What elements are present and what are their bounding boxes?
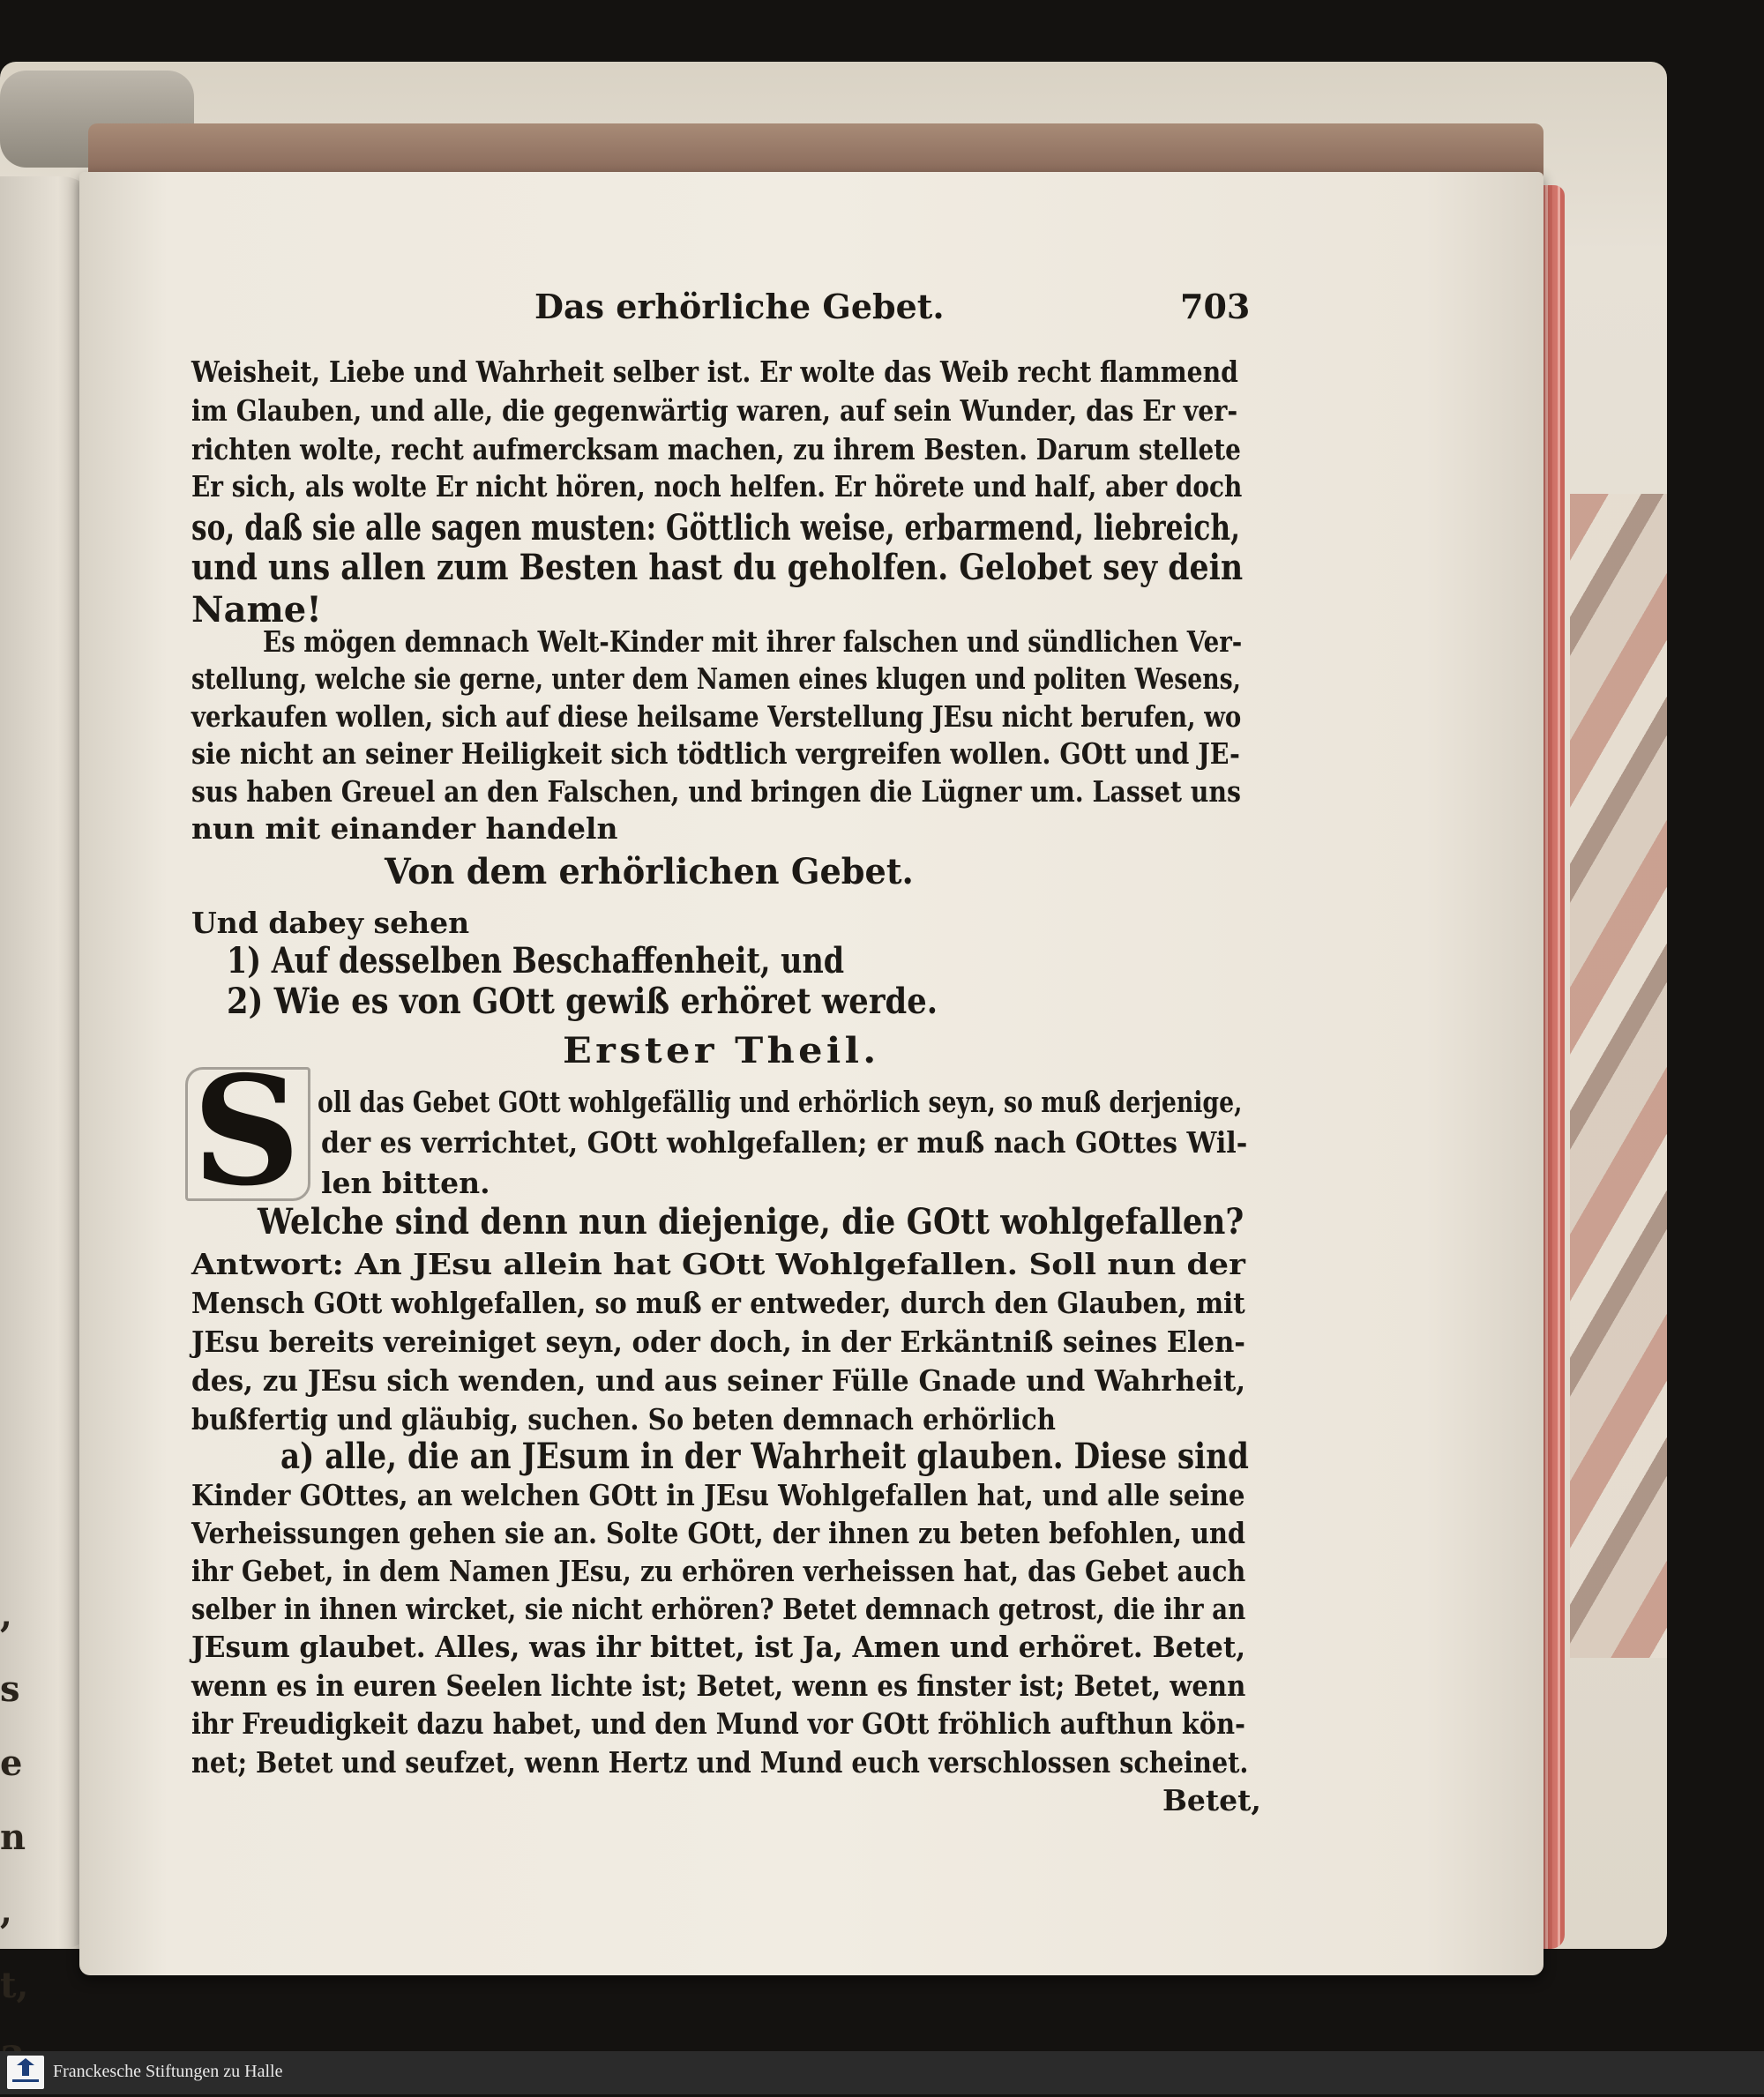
text-line: verkaufen wollen, sich auf diese heilsame Verstellung JEsu nicht berufen, wo bbox=[191, 699, 1242, 734]
point-1: 1) Auf desselben Beschaffenheit, und bbox=[227, 940, 845, 981]
text-line: ihr Gebet, in dem Namen JEsu, zu erhören verheissen hat, das Gebet auch bbox=[191, 1554, 1246, 1588]
point-2: 2) Wie es von GOtt gewiß erhöret werde. bbox=[227, 981, 938, 1022]
text-line: so, daß sie alle sagen musten: Göttlich weise, erbarmend, liebreich, bbox=[191, 507, 1241, 549]
text-line: sie nicht an seiner Heiligkeit sich tödtlich vergreifen wollen. GOtt und JE- bbox=[191, 736, 1240, 771]
part-title: Erster Theil. bbox=[563, 1030, 880, 1071]
text-line: Kinder GOttes, an welchen GOtt in JEsu Wohlgefallen hat, und alle seine bbox=[191, 1478, 1245, 1512]
text-line: Es mögen demnach Welt-Kinder mit ihrer falschen und sündlichen Ver- bbox=[263, 624, 1243, 659]
left-fragment: s bbox=[0, 1668, 20, 1710]
left-fragment: n bbox=[0, 1817, 26, 1858]
left-fragment: t, bbox=[0, 1965, 29, 2006]
text-line: Weisheit, Liebe und Wahrheit selber ist. Er wolte das Weib recht flammend bbox=[191, 354, 1238, 389]
page-number: 703 bbox=[1180, 287, 1251, 326]
section-title: Von dem erhörlichen Gebet. bbox=[385, 851, 914, 892]
text-line: Antwort: An JEsu allein hat GOtt Wohlgefallen. Soll nun der bbox=[191, 1247, 1245, 1281]
text-line: stellung, welche sie gerne, unter dem Namen eines klugen und politen Wesens, bbox=[191, 661, 1241, 696]
text-line: a) alle, die an JEsum in der Wahrheit glauben. Diese sind bbox=[280, 1436, 1249, 1477]
franckesche-stiftungen-logo-icon bbox=[7, 2056, 44, 2089]
text-line: len bitten. bbox=[321, 1166, 490, 1200]
running-head: Das erhörliche Gebet. bbox=[534, 287, 945, 326]
text-line: sus haben Greuel an den Falschen, und bringen die Lügner um. Lasset uns bbox=[191, 774, 1241, 809]
left-fragment: , bbox=[0, 1594, 12, 1636]
text-line: im Glauben, und alle, die gegenwärtig waren, auf sein Wunder, das Er ver- bbox=[191, 393, 1238, 428]
footer-institution: Franckesche Stiftungen zu Halle bbox=[53, 2062, 283, 2081]
catchword: Betet, bbox=[1162, 1783, 1261, 1817]
text-line: JEsum glaubet. Alles, was ihr bittet, ist Ja, Amen und erhöret. Betet, bbox=[191, 1630, 1246, 1664]
drop-initial: S bbox=[192, 1043, 301, 1220]
text-line: wenn es in euren Seelen lichte ist; Betet, wenn es finster ist; Betet, wenn bbox=[191, 1668, 1246, 1703]
text-line: und uns allen zum Besten hast du geholfen. Gelobet sey dein bbox=[191, 547, 1244, 588]
text-line: ihr Freudigkeit dazu habet, und den Mund vor GOtt fröhlich aufthun kön- bbox=[191, 1706, 1246, 1741]
footer-bar bbox=[0, 2051, 1764, 2094]
text-line: richten wolte, recht aufmercksam machen, zu ihrem Besten. Darum stellete bbox=[191, 432, 1241, 466]
text-line: Mensch GOtt wohlgefallen, so muß er entweder, durch den Glauben, mit bbox=[191, 1286, 1245, 1320]
text-line: nun mit einander handeln bbox=[191, 811, 618, 846]
text-line: net; Betet und seufzet, wenn Hertz und Mund euch verschlossen scheinet. bbox=[191, 1745, 1249, 1780]
text-line: bußfertig und gläubig, suchen. So beten demnach erhörlich bbox=[191, 1402, 1056, 1437]
text-line: Verheissungen gehen sie an. Solte GOtt, der ihnen zu beten befohlen, und bbox=[191, 1516, 1245, 1550]
question-heading: Welche sind denn nun diejenige, die GOtt wohlgefallen? bbox=[258, 1201, 1245, 1243]
text-line: Name! bbox=[191, 589, 322, 631]
text-line: selber in ihnen wircket, sie nicht erhören? Betet demnach getrost, die ihr an bbox=[191, 1592, 1246, 1626]
left-fragment: , bbox=[0, 1891, 12, 1932]
text-line: der es verrichtet, GOtt wohlgefallen; er muß nach GOttes Wil- bbox=[321, 1125, 1248, 1160]
text-line: oll das Gebet GOtt wohlgefällig und erhörlich seyn, so muß derjenige, bbox=[318, 1085, 1243, 1119]
left-fragment: e bbox=[0, 1743, 23, 1784]
text-line: JEsu bereits vereiniget seyn, oder doch, in der Erkäntniß seines Elen- bbox=[191, 1325, 1245, 1359]
intro-line: Und dabey sehen bbox=[191, 906, 470, 940]
text-line: Er sich, als wolte Er nicht hören, noch helfen. Er hörete und half, aber doch bbox=[191, 469, 1243, 504]
text-line: des, zu JEsu sich wenden, und aus seiner Fülle Gnade und Wahrheit, bbox=[191, 1363, 1246, 1398]
